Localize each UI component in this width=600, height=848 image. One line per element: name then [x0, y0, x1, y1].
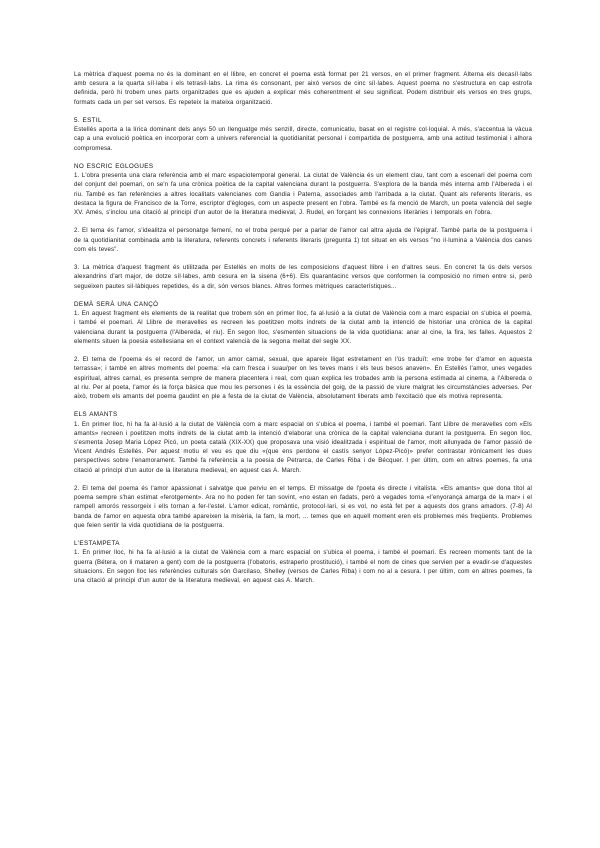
paragraph: Estellés aporta a la lírica dominant dels anys 50 un llenguatge més senzill, directe, comunicatiu, basat en el registre col·loquial. A més, s'accentua la vàcua cap a una evolució poètica en incorporar com a univers referencial la quotidianitat personal i compartida de postguerra, amb una actitud testimonial i alhora compromesa.	[74, 126, 532, 152]
paragraph: 1. En aquest fragment els elements de la realitat que trobem són en primer lloc, fa al·lusió a la ciutat de València com a marc espacial on s'ubica el poema, i també el poemari. Al Llibre de meravelles es recreen les poetitzen molts indrets de la ciutat amb la intenció de historiar una crònica de la capital valenciana durant la postguerra (l'Albereda, el riu). En segon lloc, s'esmenten situacions de la vida quotidiana: anar al cine, la fira, les falles. Aquestos 2 elements situen la poesia estellesiana en el context valencià de la segona meitat del segle XX.	[74, 310, 532, 345]
paragraph: 1. En primer lloc, hi ha fa al·lusió a la ciutat de València com a marc espacial on s'ubica el poema, i també el poemari. Tant Llibre de meravelles com «Els amants» recreen i poetitzen molts indrets de la ciutat amb la intenció d'elaborar una crònica de la capital valenciana durant la postguerra. En segon lloc, s'esmenta Josep Maria López Picó, un poeta català (XIX-XX) que proposava una visió idealitzada i espiritual de l'amor, molt allunyada de l'amor passió de Vicent Andrés Estellés. Per aquest motiu el veu es que diu «(que ens perdone el castís senyor López-Picó)» prefer contrastar irònicament les dues perspectives sobre l'enamorament. També fa referència a la poesia de Petrarca, de Carles Riba i de Bécquer. I per últim, com en altres poemes, fa una citació al principi d'un autor de la literatura medieval, en aquest cas A. March.	[74, 420, 532, 474]
section-estampeta	[74, 539, 532, 585]
paragraph: 2. El tema del poema és l'amor apassionat i salvatge que perviu en el temps. El missatge de l'poeta és directe i vitalista. «Els amants» que dona títol al poema sempre s'han estimat «ferotgement». Ara no ho poden fer tan sovint, «no estan en fadats, però a vegades torna «l'enyorança amarga de la mar» i el rampell amorós ressorgeix i ells tornan a fer-l'estel. L'amor edicat, romàntic, protocol·lari, si es vol, no està fet per a aquests dos grans amadors. (7-8) Al banda de l'amor en aquesta obra també apareixen la misèria, la fam, la mort, ... temes que en aquell moment eren els problemes més freqüents. Problemes que feien sentir la vida quotidiana de la postguerra.	[74, 485, 532, 529]
section-els-amants	[74, 410, 532, 530]
section-heading: L'ESTAMPETA	[74, 540, 120, 548]
section-no-escric-eglogues	[74, 162, 532, 291]
section-heading: ELS AMANTS	[74, 411, 118, 419]
paragraph: 1. L'obra presenta una clara referència amb el marc espaciotemporal general. La ciutat de València és un element clau, tant com a escenari del poema com del conjunt del poemari, on se'n fa una crònica poètica de la capital valenciana durant la postguerra. S'explora de la banda més interna amb l'Albereda i el riu. També es fan referències a altres localitats valencianes com Gandia i Paterna, associades amb l'arribada a la ciutat. Quant als referents literaris, es destaca la figura de Francisco de la Torre, escriptor d'ègloges, com un aspecte present en l'obra. També es fa menció de March, un poeta valencià del segle XV. Amés, s'inclou una citació al principi d'un autor de la literatura medieval, J. Rudel, en forçant les connexions literàries i temporals en l'obra.	[74, 172, 532, 217]
paragraph: 2. El tema de l'poema és el record de l'amor, un amor carnal, sexual, que apareix lligat estretament en l'ús traduït: «me trobe fer d'amor en aquesta terrassa»; i també en altres moments del poema: «la carn fresca i suau/per on les teves mans i els teus besos anaven». En Estellés l'amor, unes vegades espiritual, altres carnal, es presenta sempre de manera placentera i real, com quan explica les trobades amb la persona estimada al cinema, a l'Albereda o al riu. Per al poeta, l'amor és la força bàsica que mou les persones i és la essència del goig, de la passió de viure malgrat les circumstàncies adverses. Per això, trobem els amants del poema gaudint en ple a festa de la ciutat de València, absolutament liberats amb l'excitació que els motiva representa.	[74, 356, 532, 401]
intro-paragraph: La mètrica d'aquest poema no és la dominant en el llibre, en concret el poema està format per 21 versos, en el primer fragment. Alterna els decasíl·labs amb cesura a la quarta síl·laba i els tetrasíl·labs. La rima és consonant, per això versos de cinc síl·labes. Aquest poema no s'estructura en cap estrofa definida, però hi trobem unes parts organitzades que es ajuden a explicar més coherentment el seu significat. Podem distribuir els versos en tres grups, formats cada un per set versos. Es repeteix la mateixa organització.	[74, 71, 532, 106]
paragraph: 3. La mètrica d'aquest fragment és utilitzada per Estellés en molts de les composicions d'aquest llibre i en d'altres seus. En concret fa ús dels versos alexandrins d'art major, de dotze síl·labes, amb cesura en la sisena (6+6). Els quarantacinc versos que conformen la composició no rimen entre si, però segueixen pautes sil·làbiques repetides, és a dir, són versos blancs. Altres formes mètriques característiques...	[74, 264, 532, 290]
section-estil	[74, 116, 532, 153]
section-heading: NO ESCRIC EGLOGUES	[74, 163, 154, 170]
paragraph: 2. El tema és l'amor, s'idealitza el personatge femení, no el troba perquè per a parlar de l'amor cal altra ajuda de l'èpigraf. També parla de la postguerra i de la quotidianitat combinada amb la literatura, referents concrets i referents literaris (pregunta 1) tot situat en els versos "no il·lumina a València dos canes com els teves".	[74, 227, 532, 253]
document-page	[74, 70, 532, 594]
section-dema-sera-una-canco	[74, 300, 532, 401]
section-heading: DEMÀ SERÀ UNA CANÇÓ	[74, 301, 159, 308]
paragraph: 1. En primer lloc, hi ha fa al·lusió a la ciutat de València com a marc espacial on s'ubica el poema, i també el poemari. Es recreen moments tant de la guerra (Bétera, on li mataren a gent) com de la postguerra (l'obatoris, estraperlo prostitució), i també el nom de cines que servien per a evadir-se d'aquestes situacions. En segon lloc les referències culturals són Garcilaso, Shelley (versos de Carles Riba) i com no al a cesura. I per últim, com en altres poemes, fa una citació al principi d'un autor de la literatura medieval, en aquest cas A. March.	[74, 549, 533, 585]
section-heading: 5. ESTIL	[74, 117, 102, 124]
